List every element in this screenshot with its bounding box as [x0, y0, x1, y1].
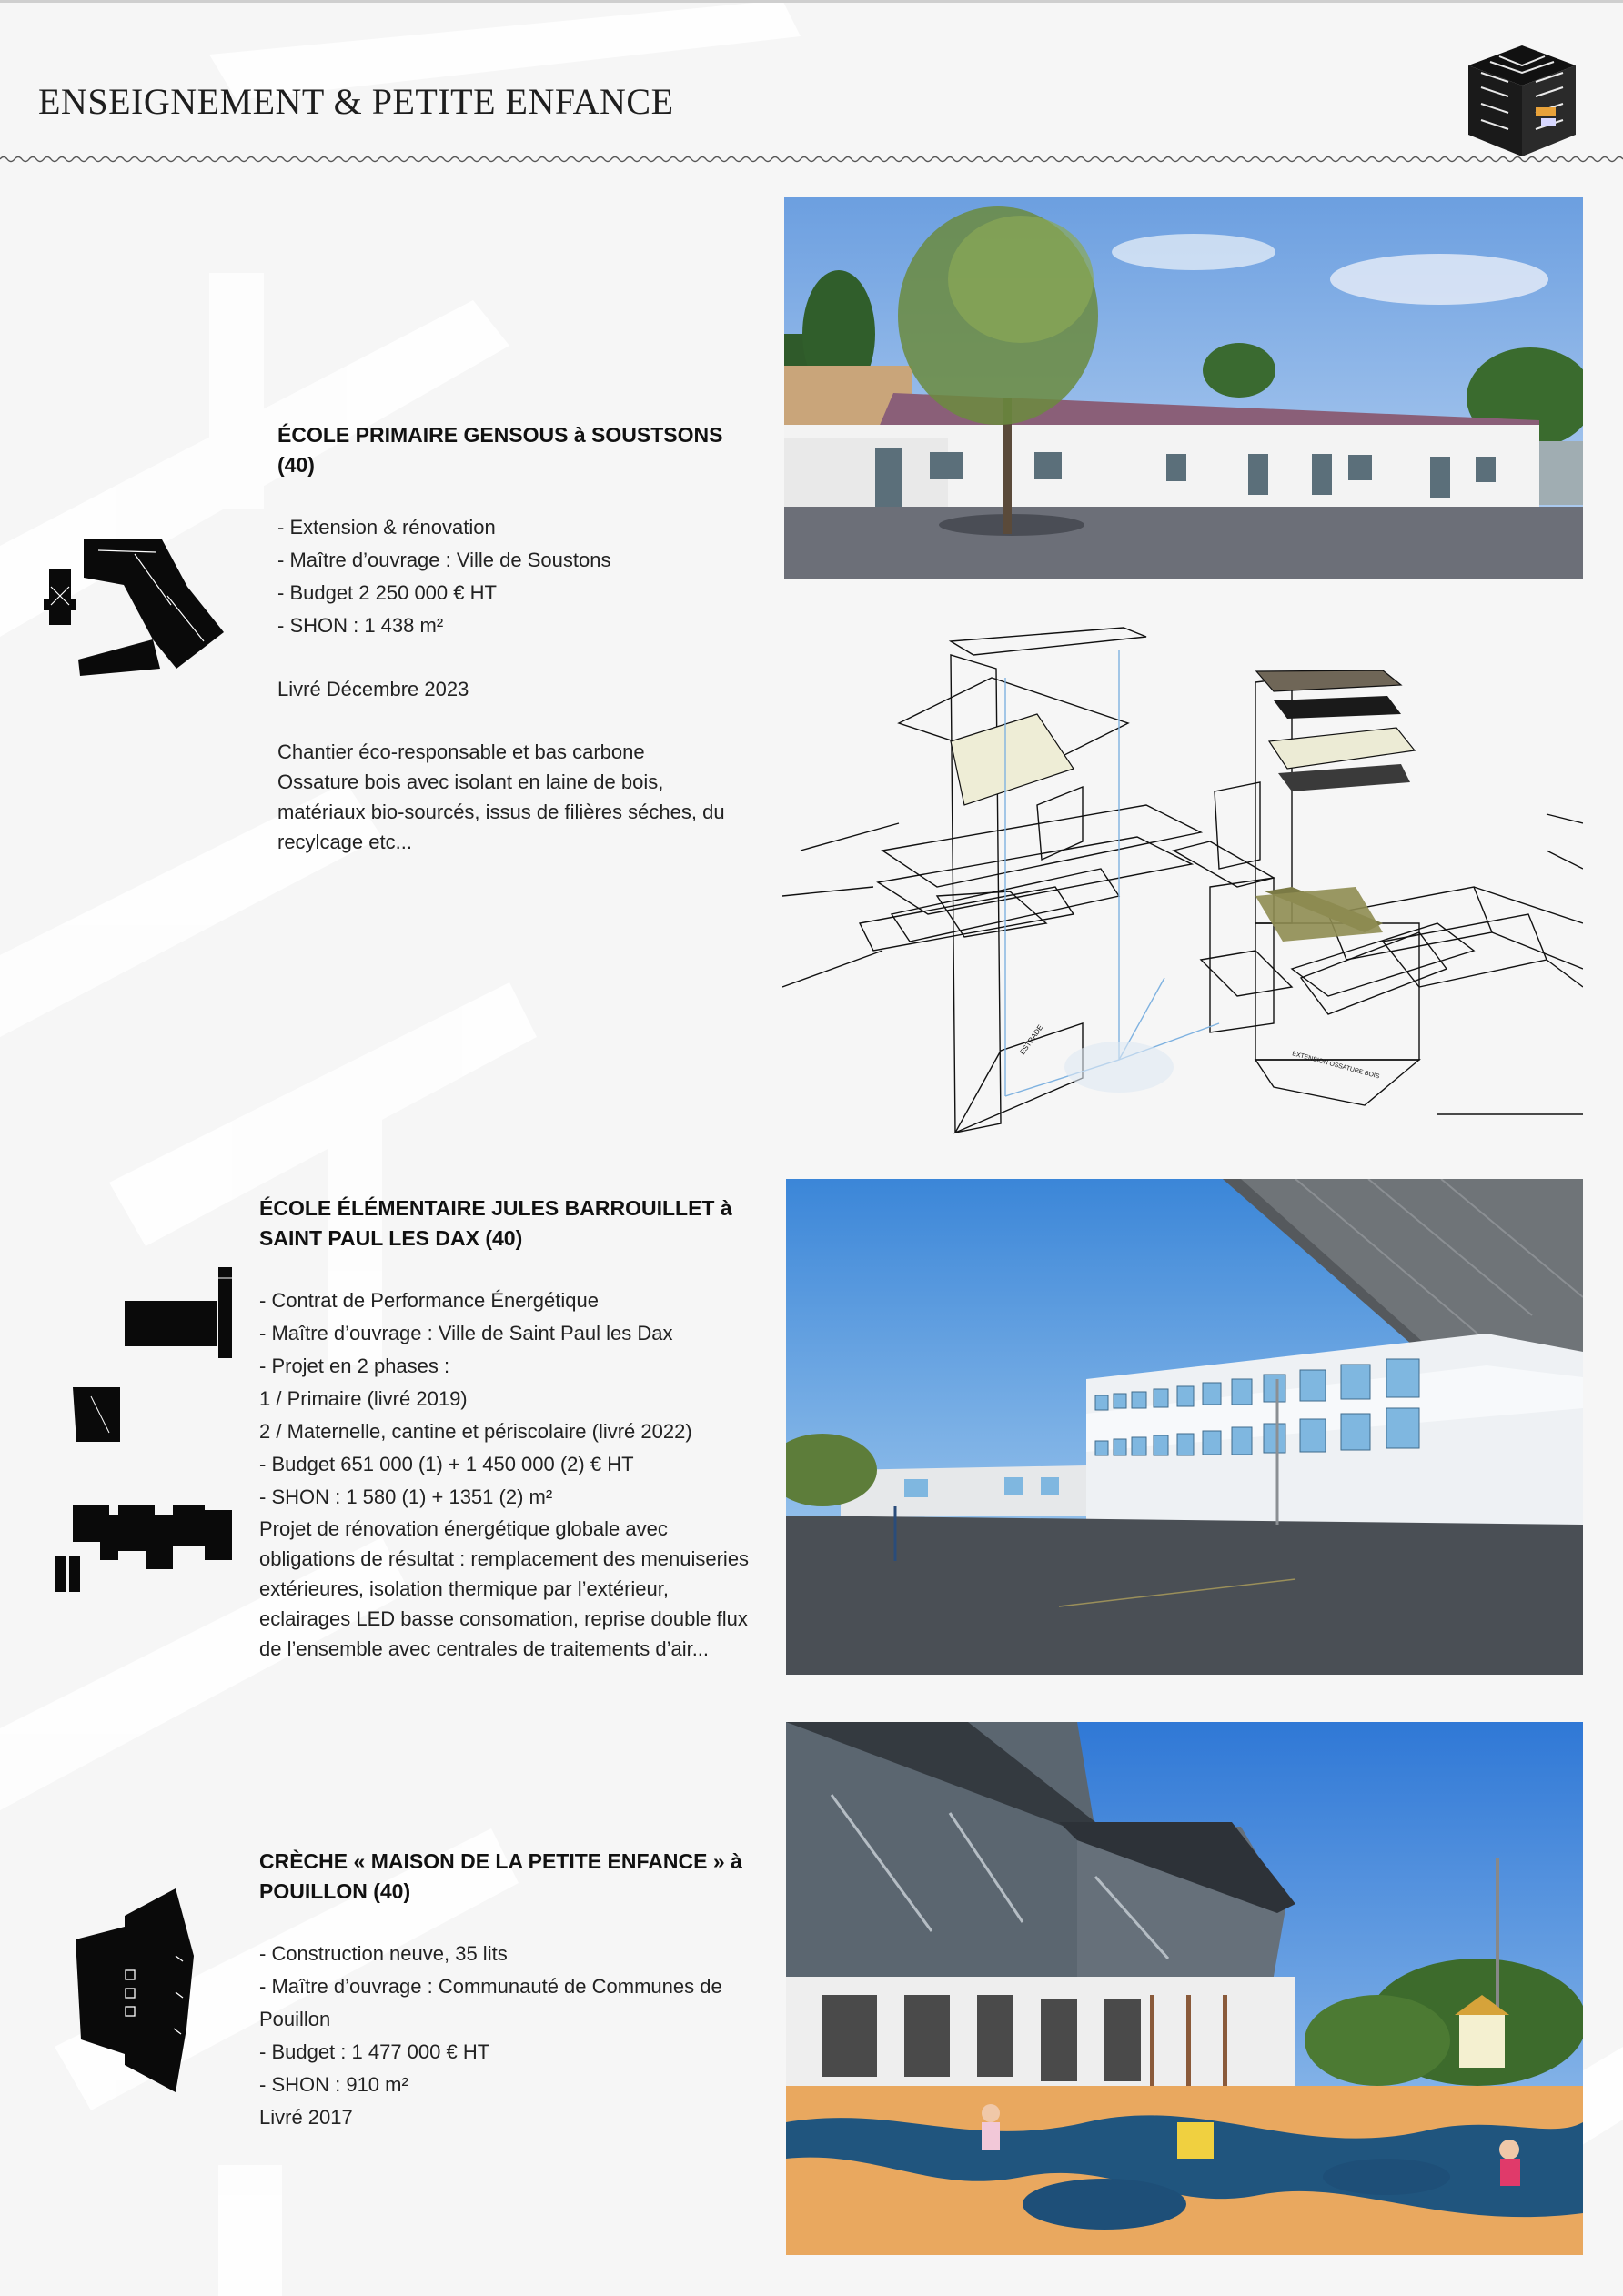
project-2-site-plan	[36, 1260, 232, 1592]
project-1-axonometric-diagram	[782, 623, 1583, 1160]
page-title: ENSEIGNEMENT & PETITE ENFANCE	[38, 81, 674, 122]
project-3-item: - Budget : 1 477 000 € HT	[259, 2040, 490, 2063]
project-1-note-title: Chantier éco-responsable et bas carbone	[277, 740, 645, 763]
project-1-item: - Maître d’ouvrage : Ville de Soustons	[277, 549, 611, 571]
project-2-item: - Budget 651 000 (1) + 1 450 000 (2) € HT	[259, 1453, 634, 1475]
project-1-item: - Extension & rénovation	[277, 516, 496, 539]
project-2-item: - Contrat de Performance Énergétique	[259, 1289, 599, 1312]
axo-label-estrade: ESTRADE	[1018, 1023, 1045, 1057]
project-1-item: - Budget 2 250 000 € HT	[277, 581, 497, 604]
project-2-item: 2 / Maternelle, cantine et périscolaire (livré 2022)	[259, 1420, 692, 1443]
project-1-text	[277, 420, 751, 857]
project-1-photo	[784, 197, 1583, 579]
project-1-item: - SHON : 1 438 m²	[277, 614, 444, 637]
project-2-photo	[786, 1179, 1583, 1675]
project-2-item: - SHON : 1 580 (1) + 1351 (2) m²	[259, 1485, 553, 1508]
project-2-item: - Maître d’ouvrage : Ville de Saint Paul les Dax	[259, 1322, 673, 1344]
project-3-photo	[786, 1722, 1583, 2255]
project-1-details	[277, 511, 751, 642]
project-2-details	[259, 1284, 751, 1514]
header-divider	[0, 153, 1623, 166]
project-1-title: ÉCOLE PRIMAIRE GENSOUS à SOUSTSONS (40)	[277, 423, 723, 477]
project-3-site-plan	[68, 1883, 196, 2097]
project-3-item: Livré 2017	[259, 2106, 353, 2129]
project-2-description: Projet de rénovation énergétique globale avec obligations de résultat : remplacement des menuiseries extérieures, isolation thermique par l’extérieur, eclairages LED basse consomation, reprise double flux de l’ensemble avec centrales de traitements d’air...	[259, 1517, 750, 1660]
project-1-delivered: Livré Décembre 2023	[277, 678, 469, 700]
project-3-details	[259, 1938, 751, 2134]
project-2-title: ÉCOLE ÉLÉMENTAIRE JULES BARROUILLET à SAINT PAUL LES DAX (40)	[259, 1196, 732, 1250]
project-2-item: - Projet en 2 phases :	[259, 1354, 450, 1377]
project-3-item: - SHON : 910 m²	[259, 2073, 408, 2096]
project-3-text	[259, 1847, 751, 2134]
axo-label-extension: EXTENSION OSSATURE BOIS	[1291, 1051, 1380, 1081]
project-3-item: - Maître d’ouvrage : Communauté de Communes de Pouillon	[259, 1975, 722, 2030]
project-2-item: 1 / Primaire (livré 2019)	[259, 1387, 468, 1410]
project-2-text	[259, 1193, 751, 1664]
top-border	[0, 0, 1623, 3]
project-1-site-plan	[44, 532, 230, 682]
project-1-note-body: Ossature bois avec isolant en laine de bois, matériaux bio-sourcés, issus de filières séches, du recylcage etc...	[277, 770, 725, 853]
project-3-title: CRÈCHE « MAISON DE LA PETITE ENFANCE » à POUILLON (40)	[259, 1849, 742, 1903]
cube-logo-icon	[1463, 40, 1581, 160]
project-3-item: - Construction neuve, 35 lits	[259, 1942, 508, 1965]
